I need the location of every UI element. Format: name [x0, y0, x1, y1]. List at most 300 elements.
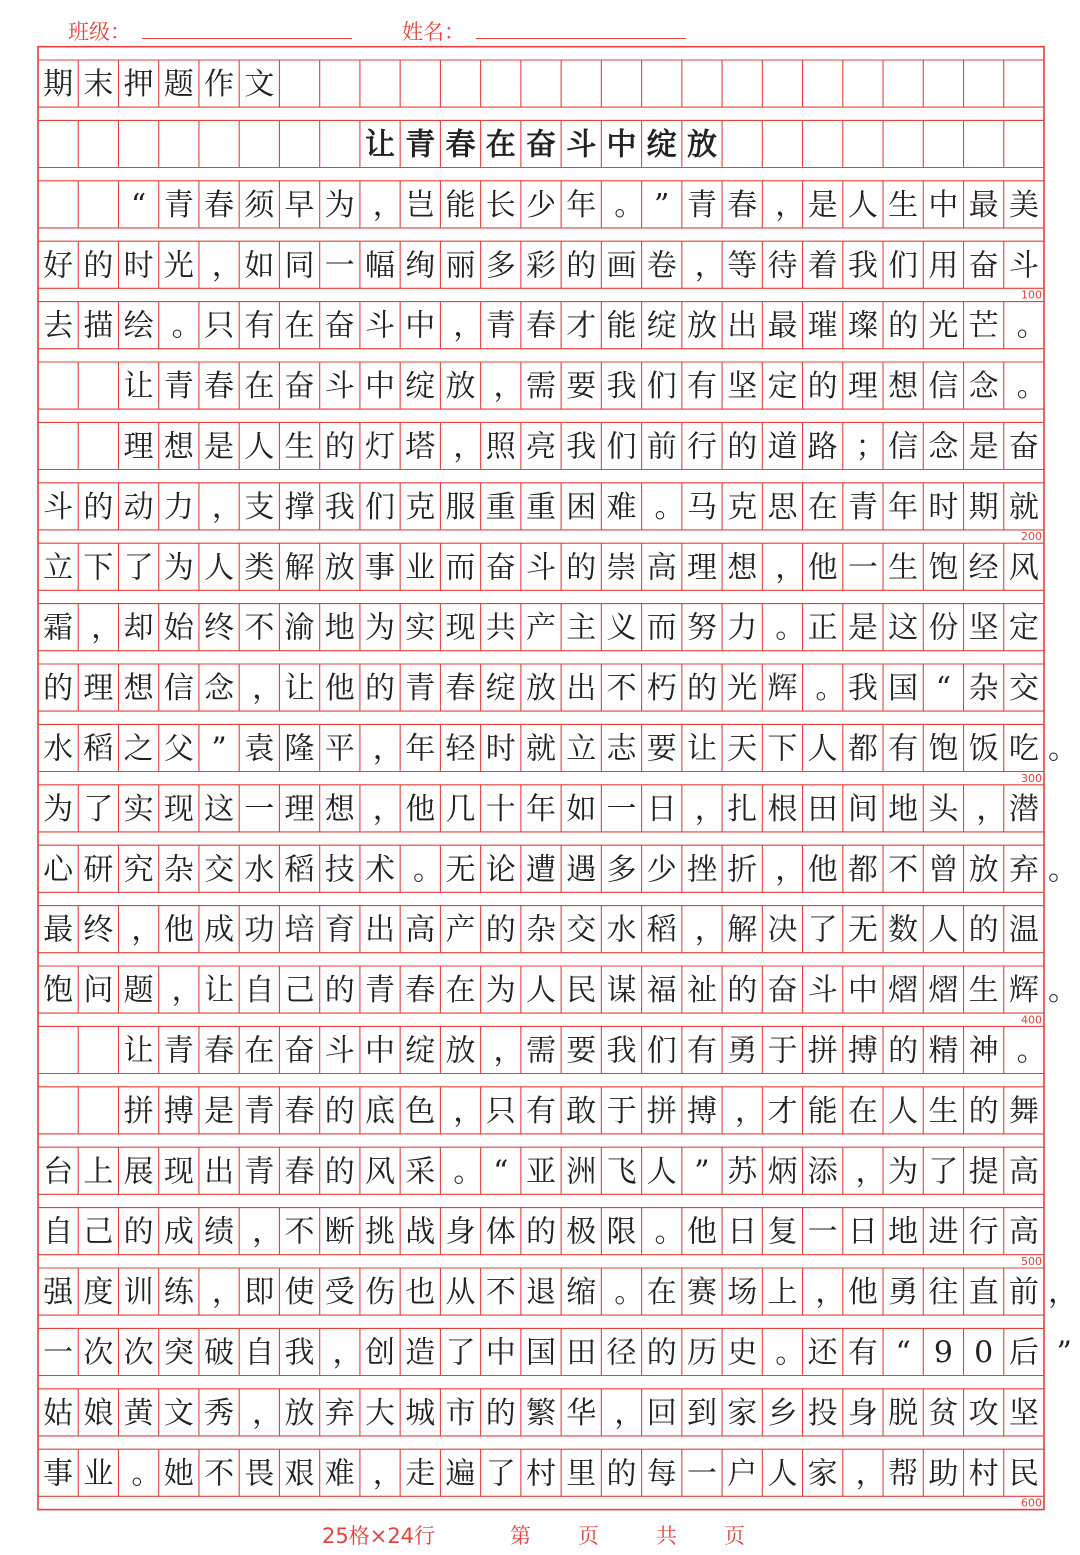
grid-character: 下 [83, 550, 114, 586]
grid-character: 贫 [928, 1395, 959, 1431]
grid-character: 术 [365, 852, 396, 888]
grid-character: 放 [284, 1395, 315, 1431]
grid-character: 的 [686, 671, 717, 707]
grid-character: 璨 [847, 308, 878, 344]
grid-character: 让 [284, 671, 315, 707]
grid-character: 伤 [365, 1275, 396, 1311]
grid-character: 放 [445, 369, 476, 405]
grid-character: 民 [1008, 1456, 1039, 1492]
grid-character: 他 [324, 671, 355, 707]
grid-character: 在 [284, 308, 315, 344]
grid-character: 朽 [646, 671, 677, 707]
grid-character: 能 [606, 308, 637, 344]
grid-character: 为 [324, 187, 355, 223]
grid-character: 努 [686, 610, 717, 646]
grid-character: 0 [974, 1335, 994, 1371]
grid-character: 不 [888, 852, 919, 888]
grid-character: 往 [928, 1275, 959, 1311]
grid-character: 国 [888, 671, 919, 707]
grid-character: 为 [365, 610, 396, 646]
grid-character: 田 [566, 1335, 597, 1371]
grid-character: 奋 [1008, 429, 1039, 465]
grid-character: ， [252, 1395, 283, 1431]
grid-row [38, 60, 1044, 107]
grid-character: 回 [646, 1395, 677, 1431]
grid-character: 放 [968, 852, 999, 888]
grid-character: 斗 [1008, 248, 1039, 284]
grid-character: 稻 [646, 912, 677, 948]
grid-character: 多 [606, 852, 637, 888]
grid-character: 马 [686, 489, 717, 525]
grid-character: 决 [767, 912, 798, 948]
grid-character: 如 [244, 248, 275, 284]
grid-character: 中 [928, 187, 959, 223]
grid-character: 的 [365, 671, 396, 707]
grid-character: 坚 [727, 369, 758, 405]
grid-character: 青 [686, 187, 717, 223]
grid-character: 期 [968, 489, 999, 525]
grid-character: 即 [244, 1275, 275, 1311]
grid-character: 。 [131, 1456, 162, 1492]
grid-character: 人 [204, 550, 235, 586]
grid-character: 添 [807, 1154, 838, 1190]
grid-character: 定 [767, 369, 798, 405]
grid-character: 解 [284, 550, 315, 586]
grid-character: 的 [888, 308, 919, 344]
grid-character: 奋 [526, 127, 556, 163]
grid-character: 自 [244, 1335, 275, 1371]
grid-character: 。 [815, 671, 846, 707]
grid-character: 在 [485, 127, 516, 163]
grid-character: 正 [807, 610, 838, 646]
grid-character: 让 [123, 1033, 154, 1069]
overflow-punctuation: ， [1048, 1275, 1078, 1311]
grid-character: 早 [284, 187, 315, 223]
grid-character: ， [493, 1033, 524, 1069]
grid-character: 风 [365, 1154, 396, 1190]
grid-character: 他 [847, 1275, 878, 1311]
grid-character: 能 [807, 1093, 838, 1129]
grid-character: 理 [83, 671, 114, 707]
grid-character: 隆 [284, 731, 315, 767]
grid-character: 好 [43, 248, 74, 284]
grid-character: ， [775, 550, 806, 586]
grid-character: 还 [807, 1335, 838, 1371]
grid-character: 待 [767, 248, 798, 284]
overflow-punctuation: 。 [1048, 852, 1078, 888]
grid-character: ， [372, 187, 403, 223]
grid-character: 实 [405, 610, 436, 646]
grid-character: 的 [123, 1214, 154, 1250]
grid-character: ” [694, 1154, 710, 1190]
grid-character: 放 [526, 671, 556, 707]
grid-character: 高 [1008, 1214, 1039, 1250]
grid-character: 了 [83, 791, 114, 827]
grid-character: 等 [727, 248, 758, 284]
grid-character: 饱 [928, 731, 959, 767]
grid-character: 洲 [566, 1154, 597, 1190]
character-count-marker: 100 [1021, 288, 1042, 302]
grid-character: 在 [646, 1275, 677, 1311]
grid-character: 业 [83, 1456, 114, 1492]
grid-character: ， [171, 973, 202, 1009]
grid-character: 我 [566, 429, 597, 465]
grid-character: 这 [888, 610, 919, 646]
grid-character: 青 [163, 1033, 194, 1069]
grid-character: ， [815, 1275, 846, 1311]
grid-character: 理 [847, 369, 878, 405]
grid-character: 需 [526, 1033, 556, 1069]
grid-character: 扎 [727, 791, 758, 827]
grid-row [38, 302, 1047, 349]
grid-character: 斗 [43, 489, 74, 525]
grid-character: 径 [606, 1335, 637, 1371]
grid-character: 末 [83, 67, 114, 103]
grid-character: 春 [526, 308, 556, 344]
grid-character: 斗 [807, 973, 838, 1009]
grid-character: 缩 [566, 1275, 597, 1311]
grid-character: 坚 [1008, 1395, 1039, 1431]
grid-character: 人 [847, 187, 878, 223]
grid-character: 而 [445, 550, 476, 586]
grid-character: 理 [284, 791, 315, 827]
grid-character: 于 [606, 1093, 637, 1129]
grid-character: 灯 [365, 429, 396, 465]
grid-character: 画 [606, 248, 637, 284]
grid-character: 亮 [526, 429, 556, 465]
grid-row [38, 120, 1044, 167]
grid-character: 春 [204, 369, 235, 405]
grid-row [38, 422, 1044, 469]
grid-character: 的 [566, 550, 597, 586]
grid-character: 时 [485, 731, 516, 767]
grid-character: 出 [566, 671, 597, 707]
overflow-punctuation: 。 [1048, 731, 1078, 767]
grid-character: 念 [928, 429, 959, 465]
grid-character: ， [734, 1093, 765, 1129]
grid-character: 他 [405, 791, 436, 827]
grid-character: 。 [775, 1335, 806, 1371]
grid-character: 在 [244, 369, 275, 405]
grid-character: 姑 [43, 1395, 74, 1431]
grid-character: 年 [526, 791, 556, 827]
grid-character: 让 [365, 127, 396, 163]
grid-character: 我 [606, 1033, 637, 1069]
grid-character: 平 [324, 731, 355, 767]
total-label: 共 [656, 1524, 677, 1548]
grid-character: 之 [123, 731, 154, 767]
grid-character: 无 [445, 852, 476, 888]
grid-character: ” [654, 187, 670, 223]
grid-character: 须 [244, 187, 275, 223]
grid-character: 有 [526, 1093, 556, 1129]
grid-character: 是 [968, 429, 999, 465]
grid-character: 次 [123, 1335, 154, 1371]
grid-character: 岂 [405, 187, 436, 223]
grid-character: 的 [324, 1093, 355, 1129]
grid-character: 几 [445, 791, 476, 827]
grid-spec: 25格×24行 [322, 1524, 436, 1548]
grid-character: 青 [163, 187, 194, 223]
grid-character: 路 [807, 429, 838, 465]
grid-character: 究 [123, 852, 154, 888]
grid-character: 不 [284, 1214, 315, 1250]
grid-character: 饱 [928, 550, 959, 586]
grid-character: 破 [204, 1335, 235, 1371]
grid-character: 理 [686, 550, 717, 586]
grid-character: 绩 [204, 1214, 235, 1250]
grid-character: 市 [445, 1395, 476, 1431]
grid-character: 潜 [1008, 791, 1039, 827]
grid-character: 幅 [365, 248, 396, 284]
grid-row [38, 362, 1047, 409]
grid-character: 年 [888, 489, 919, 525]
grid-character: 娘 [83, 1395, 114, 1431]
grid-character: 生 [928, 1093, 959, 1129]
page-unit: 页 [578, 1524, 599, 1548]
grid-character: 遇 [566, 852, 597, 888]
grid-row [38, 1389, 1044, 1436]
grid-character: 力 [727, 610, 758, 646]
grid-character: 曾 [928, 852, 959, 888]
grid-row [38, 966, 1078, 1026]
grid-character: 到 [686, 1395, 717, 1431]
grid-character: 绽 [405, 1033, 436, 1069]
grid-character: 水 [244, 852, 275, 888]
grid-character: 助 [928, 1456, 959, 1492]
grid-character: 辉 [767, 671, 798, 707]
grid-character: 袁 [244, 731, 275, 767]
grid-character: 前 [1008, 1275, 1039, 1311]
grid-character: 想 [888, 369, 919, 405]
grid-character: 水 [606, 912, 637, 948]
grid-character: 交 [566, 912, 597, 948]
grid-character: 了 [807, 912, 838, 948]
grid-character: 中 [365, 1033, 396, 1069]
grid-character: 道 [767, 429, 798, 465]
grid-character: 产 [526, 610, 556, 646]
grid-character: 不 [204, 1456, 235, 1492]
grid-character: 一 [324, 248, 355, 284]
character-count-marker: 600 [1021, 1496, 1042, 1510]
grid-character: 艰 [284, 1456, 315, 1492]
grid-character: ， [855, 1154, 886, 1190]
grid-character: 我 [324, 489, 355, 525]
grid-character: 们 [365, 489, 396, 525]
grid-character: 丽 [445, 248, 476, 284]
grid-character: 杂 [526, 912, 556, 948]
grid-character: 我 [847, 671, 878, 707]
grid-character: 折 [727, 852, 758, 888]
grid-character: 绽 [485, 671, 516, 707]
grid-character: 有 [686, 1033, 717, 1069]
grid-character: 下 [767, 731, 798, 767]
grid-character: 搏 [163, 1093, 194, 1129]
grid-character: 始 [163, 610, 194, 646]
grid-character: 轻 [445, 731, 476, 767]
grid-character: 着 [807, 248, 838, 284]
grid-row [38, 1208, 1044, 1268]
grid-character: 高 [405, 912, 436, 948]
grid-character: 。 [1016, 308, 1047, 344]
grid-character: 搏 [847, 1033, 878, 1069]
grid-character: 日 [727, 1214, 758, 1250]
grid-character: 现 [445, 610, 476, 646]
grid-character: 谋 [606, 973, 637, 1009]
grid-character: 行 [686, 429, 717, 465]
grid-character: 稻 [83, 731, 114, 767]
grid-character: 田 [807, 791, 838, 827]
grid-character: 高 [646, 550, 677, 586]
grid-character: 年 [566, 187, 597, 223]
grid-row [38, 1268, 1078, 1315]
grid-character: 了 [928, 1154, 959, 1190]
grid-character: 们 [888, 248, 919, 284]
grid-character: 同 [284, 248, 315, 284]
grid-character: 。 [1016, 369, 1047, 405]
grid-character: 年 [405, 731, 436, 767]
grid-character: 无 [847, 912, 878, 948]
grid-character: ， [614, 1395, 645, 1431]
grid-character: 杂 [163, 852, 194, 888]
grid-character: 遭 [526, 852, 556, 888]
grid-character: 最 [767, 308, 798, 344]
grid-character: “ [935, 671, 952, 707]
grid-character: 进 [928, 1214, 959, 1250]
grid-character: 勇 [727, 1033, 758, 1069]
grid-row [38, 906, 1044, 953]
grid-character: 了 [123, 550, 154, 586]
grid-character: 人 [888, 1093, 919, 1129]
grid-character: ， [211, 489, 242, 525]
grid-character: 生 [284, 429, 315, 465]
grid-character: 期 [43, 67, 74, 103]
grid-character: 的 [83, 248, 114, 284]
grid-character: 人 [807, 731, 838, 767]
grid-character: ， [332, 1335, 363, 1371]
grid-character: 为 [43, 791, 74, 827]
grid-character: 练 [163, 1275, 194, 1311]
grid-character: 的 [324, 1154, 355, 1190]
grid-character: 一 [606, 791, 637, 827]
grid-character: 解 [727, 912, 758, 948]
grid-character: 终 [83, 912, 114, 948]
grid-character: 日 [646, 791, 677, 827]
grid-character: 人 [244, 429, 275, 465]
grid-character: 退 [526, 1275, 556, 1311]
grid-character: 实 [123, 791, 154, 827]
grid-character: 的 [807, 369, 838, 405]
grid-character: 青 [485, 308, 516, 344]
grid-character: 都 [847, 731, 878, 767]
grid-character: 度 [83, 1275, 114, 1311]
grid-character: 提 [968, 1154, 999, 1190]
grid-character: 生 [968, 973, 999, 1009]
grid-character: 创 [365, 1335, 396, 1371]
grid-character: 祉 [686, 973, 717, 1009]
grid-character: ， [453, 429, 484, 465]
grid-character: 斗 [566, 127, 597, 163]
grid-character: 克 [405, 489, 436, 525]
grid-character: 户 [727, 1456, 758, 1492]
grid-character: 奋 [767, 973, 798, 1009]
grid-character: 有 [847, 1335, 878, 1371]
grid-character: 产 [445, 912, 476, 948]
grid-row [38, 1328, 1072, 1375]
grid-character: 斗 [324, 369, 355, 405]
grid-character: 崇 [606, 550, 637, 586]
grid-character: 卷 [646, 248, 677, 284]
grid-character: 的 [646, 1335, 677, 1371]
grid-character: 作 [204, 67, 235, 103]
grid-character: 。 [614, 187, 645, 223]
grid-character: 春 [445, 671, 476, 707]
grid-character: 就 [1008, 489, 1039, 525]
grid-character: 城 [405, 1395, 436, 1431]
grid-character: 史 [727, 1335, 758, 1371]
grid-character: 一 [807, 1214, 838, 1250]
grid-character: 脱 [888, 1395, 919, 1431]
grid-character: 受 [324, 1275, 355, 1311]
grid-character: 有 [244, 308, 275, 344]
grid-character: 遍 [445, 1456, 476, 1492]
grid-character: ， [453, 308, 484, 344]
grid-character: 坚 [968, 610, 999, 646]
grid-character: 历 [686, 1335, 717, 1371]
grid-character: 育 [324, 912, 355, 948]
grid-character: 强 [43, 1275, 74, 1311]
grid-character: 困 [566, 489, 597, 525]
grid-character: 一 [686, 1456, 717, 1492]
grid-character: 自 [244, 973, 275, 1009]
grid-character: 重 [485, 489, 516, 525]
grid-character: 于 [767, 1033, 798, 1069]
grid-character: 中 [606, 127, 637, 163]
grid-character: 畏 [244, 1456, 275, 1492]
grid-character: 是 [204, 429, 235, 465]
grid-character: ， [91, 610, 122, 646]
grid-character: 风 [1008, 550, 1039, 586]
grid-character: 头 [928, 791, 959, 827]
grid-character: 敢 [566, 1093, 597, 1129]
grid-character: “ [895, 1335, 911, 1371]
grid-character: 国 [526, 1335, 556, 1371]
grid-character: 在 [807, 489, 838, 525]
grid-character: 他 [163, 912, 194, 948]
grid-character: 春 [727, 187, 758, 223]
grid-character: 在 [445, 973, 476, 1009]
grid-character: 放 [686, 308, 717, 344]
grid-character: 为 [485, 973, 516, 1009]
grid-character: 天 [727, 731, 758, 767]
grid-character: 彩 [526, 248, 556, 284]
grid-character: 福 [646, 973, 677, 1009]
grid-character: 事 [365, 550, 396, 586]
grid-character: 的 [727, 429, 758, 465]
grid-character: 。 [654, 1214, 685, 1250]
grid-character: 奋 [284, 369, 315, 405]
grid-character: 极 [566, 1214, 597, 1250]
grid-character: 一 [847, 550, 878, 586]
grid-character: 攻 [968, 1395, 999, 1431]
grid-character: 上 [767, 1275, 798, 1311]
grid-character: 饭 [968, 731, 999, 767]
grid-character: 最 [968, 187, 999, 223]
grid-character: 的 [324, 973, 355, 1009]
grid-character: 描 [83, 308, 114, 344]
grid-character: 才 [767, 1093, 798, 1129]
grid-character: 杂 [968, 671, 999, 707]
